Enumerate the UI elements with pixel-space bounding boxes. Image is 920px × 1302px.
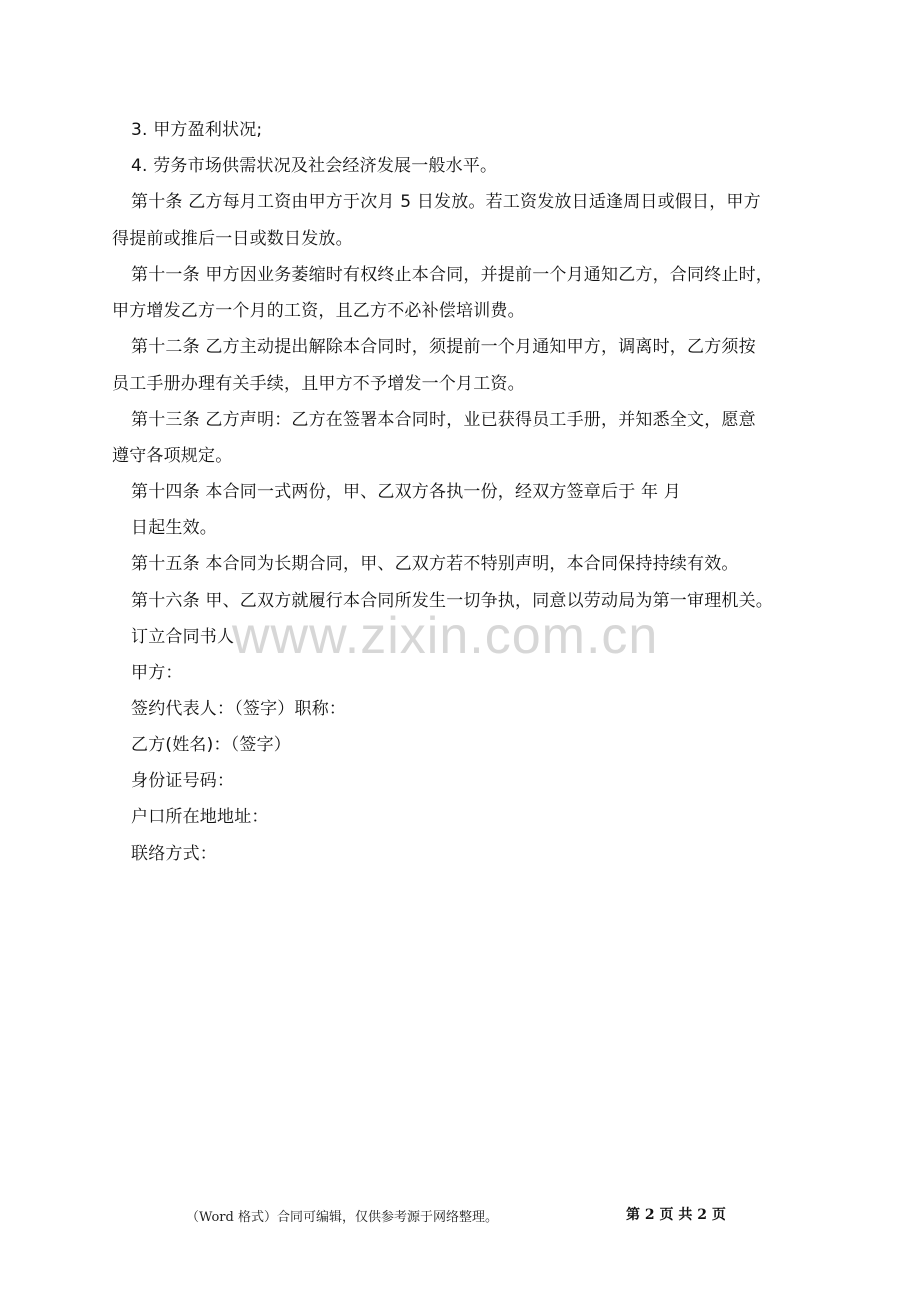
text-line: 员工手册办理有关手续，且甲方不予增发一个月工资。 [112, 374, 525, 394]
text-line: 第十六条 甲、乙双方就履行本合同所发生一切争执，同意以劳动局为第一审理机关。 [131, 591, 774, 611]
text-line: 3. 甲方盈利状况; [131, 120, 263, 140]
text-line: 4. 劳务市场供需状况及社会经济发展一般水平。 [131, 156, 498, 176]
text-line: 签约代表人：（签字）职称： [131, 699, 347, 719]
text-line: 第十二条 乙方主动提出解除本合同时，须提前一个月通知甲方，调离时，乙方须按 [131, 337, 756, 357]
text-line: 甲方： [131, 663, 183, 683]
text-line: 第十一条 甲方因业务萎缩时有权终止本合同，并提前一个月通知乙方，合同终止时， [131, 265, 774, 285]
text-line: 第十条 乙方每月工资由甲方于次月 5 日发放。若工资发放日适逢周日或假日，甲方 [131, 192, 761, 212]
text-line: 订立合同书人 [131, 627, 235, 647]
footer-note: （Word 格式）合同可编辑，仅供参考源于网络整理。 [186, 1210, 498, 1225]
text-line: 第十三条 乙方声明：乙方在签署本合同时，业已获得员工手册，并知悉全文，愿意 [131, 410, 756, 430]
text-line: 日起生效。 [131, 518, 217, 538]
text-line: 甲方增发乙方一个月的工资，且乙方不必补偿培训费。 [112, 301, 525, 321]
text-line: 得提前或推后一日或数日发放。 [112, 229, 353, 249]
text-line: 乙方(姓名)：（签字） [131, 735, 291, 755]
text-line: 第十四条 本合同一式两份，甲、乙双方各执一份，经双方签章后于 年 月 [131, 482, 682, 502]
page-number: 第 2 页 共 2 页 [626, 1207, 726, 1223]
watermark: www.zixin.com.cn [232, 607, 659, 665]
text-line: 第十五条 本合同为长期合同，甲、乙双方若不特别声明，本合同保持持续有效。 [131, 554, 739, 574]
text-line: 联络方式： [131, 844, 217, 864]
text-line: 户口所在地地址： [131, 807, 269, 827]
text-line: 遵守各项规定。 [112, 446, 233, 466]
text-line: 身份证号码： [131, 771, 235, 791]
